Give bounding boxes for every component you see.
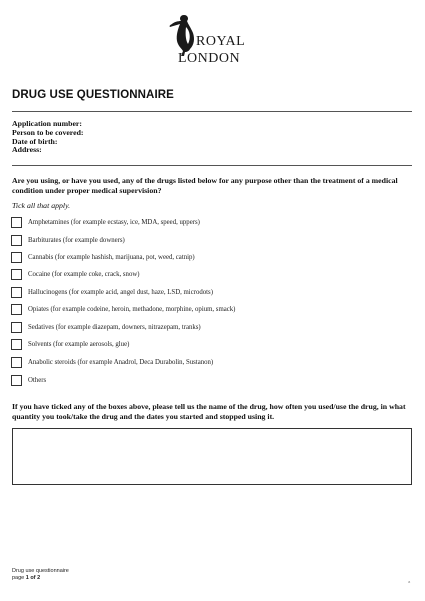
drug-label: Opiates (for example codeine, heroin, methadone, morphine, opium, smack)	[28, 306, 236, 313]
checkbox-barbiturates[interactable]	[11, 235, 22, 246]
person-covered-label: Person to be covered:	[12, 127, 84, 137]
drug-label: Amphetamines (for example ecstasy, ice, MDA, speed, uppers)	[28, 219, 200, 226]
followup-question: If you have ticked any of the boxes above, please tell us the name of the drug, how often you used/use the drug, in what quantity you took/take the drug and the dates you started and stopped using it.	[12, 402, 406, 421]
page-footer	[12, 568, 69, 582]
checkbox-opiates[interactable]	[11, 304, 22, 315]
drug-item-amphetamines[interactable]	[11, 217, 200, 228]
checkbox-cannabis[interactable]	[11, 252, 22, 263]
drug-label: Anabolic steroids (for example Anadrol, Deca Durabolin, Sustanon)	[28, 359, 214, 366]
footer-page-prefix: page	[12, 575, 26, 581]
drug-label: Hallucinogens (for example acid, angel dust, haze, LSD, microdots)	[28, 289, 213, 296]
checkbox-others[interactable]	[11, 375, 22, 386]
logo-text-london: LONDON	[178, 51, 241, 66]
drug-label: Barbiturates (for example downers)	[28, 237, 125, 244]
royal-london-logo	[168, 13, 258, 69]
drug-label: Solvents (for example aerosols, glue)	[28, 341, 130, 348]
page-corner-mark: a	[408, 579, 411, 584]
drug-label: Cannabis (for example hashish, marijuana, pot, weed, catnip)	[28, 254, 195, 261]
drug-details-answer-box[interactable]	[12, 428, 412, 485]
checkbox-anabolic-steroids[interactable]	[11, 357, 22, 368]
drug-item-barbiturates[interactable]	[11, 235, 125, 246]
drug-item-cannabis[interactable]	[11, 252, 195, 263]
drug-use-question: Are you using, or have you used, any of the drugs listed below for any purpose other than the treatment of a medical condition under proper medical supervision?	[12, 176, 398, 195]
drug-item-solvents[interactable]	[11, 339, 129, 350]
checkbox-amphetamines[interactable]	[11, 217, 22, 228]
footer-page-indicator	[12, 575, 69, 582]
checkbox-cocaine[interactable]	[11, 269, 22, 280]
logo-text-royal: ROYAL	[196, 34, 246, 49]
footer-page-number: 1 of 2	[25, 575, 41, 581]
footer-doc-name: Drug use questionnaire	[12, 568, 69, 574]
drug-item-cocaine[interactable]	[11, 269, 140, 280]
divider-top	[12, 111, 412, 112]
drug-item-anabolic-steroids[interactable]	[11, 357, 213, 368]
drug-label: Sedatives (for example diazepam, downers, nitrazepam, tranks)	[28, 324, 201, 331]
checkbox-hallucinogens[interactable]	[11, 287, 22, 298]
date-of-birth-label: Date of birth:	[12, 136, 58, 146]
drug-label: Others	[28, 377, 47, 384]
page-title: DRUG USE QUESTIONNAIRE	[12, 89, 174, 101]
checkbox-solvents[interactable]	[11, 339, 22, 350]
drug-item-others[interactable]	[11, 375, 46, 386]
address-label: Address:	[12, 145, 42, 155]
divider-middle	[12, 165, 412, 166]
drug-item-sedatives[interactable]	[11, 322, 201, 333]
application-fields	[12, 120, 84, 155]
checkbox-sedatives[interactable]	[11, 322, 22, 333]
drug-item-hallucinogens[interactable]	[11, 287, 213, 298]
application-number-label: Application number:	[12, 119, 82, 128]
tick-instruction: Tick all that apply.	[12, 201, 71, 210]
drug-item-opiates[interactable]	[11, 304, 235, 315]
drug-label: Cocaine (for example coke, crack, snow)	[28, 271, 140, 278]
